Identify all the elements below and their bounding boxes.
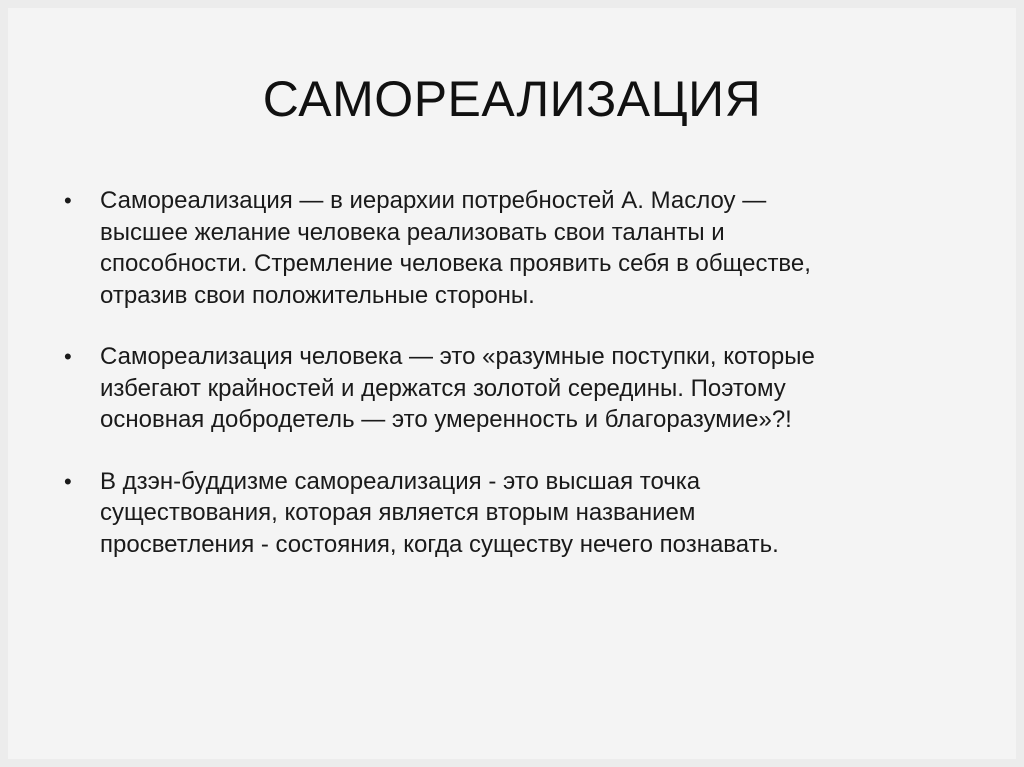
bullet-text-line: высшее желание человека реализовать свои таланты и [100,218,725,246]
bullet-text-line: отразив свои положительные стороны. [100,281,535,309]
slide-title: САМОРЕАЛИЗАЦИЯ [262,71,762,127]
bullet-text-line: Самореализация человека — это «разумные поступки, которые [100,343,815,370]
bullet-text-line: основная добродетель — это умеренность и благоразумие»?! [100,406,792,433]
bullet-list [64,185,984,560]
bullet-text-line: способности. Стремление человека проявить себя в обществе, [100,250,811,277]
bullet-text-line: просветления - состояния, когда существу нечего познавать. [100,530,779,558]
bullet-text-line: В дзэн-буддизме самореализация - это высшая точка [100,467,701,495]
slide [8,8,1016,759]
bullet-dot-icon: • [64,344,72,369]
bullet-text-line: Самореализация — в иерархии потребностей А. Маслоу — [100,187,767,214]
bullet-item-2 [64,341,984,436]
bullet-text-line: существования, которая является вторым названием [100,499,696,526]
bullet-item-3 [64,466,984,561]
bullet-dot-icon: • [64,188,72,213]
bullet-text-line: избегают крайностей и держатся золотой середины. Поэтому [100,374,786,402]
bullet-item-1 [64,185,984,311]
bullet-dot-icon: • [64,468,72,494]
